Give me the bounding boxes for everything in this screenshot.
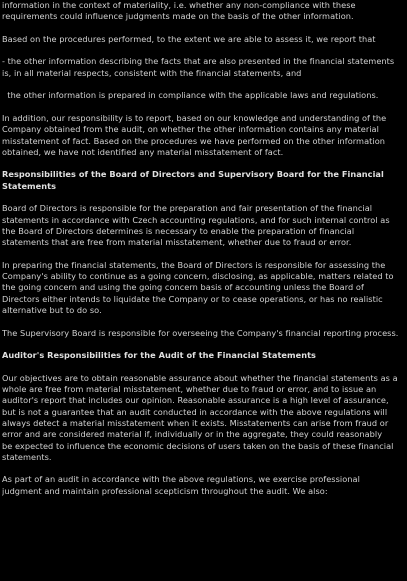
text-line: Company's ability to continue as a going concern, disclosing, as applicable, matters related to bbox=[2, 271, 394, 282]
text-line: statements in accordance with Czech accounting regulations, and for such internal control as bbox=[2, 214, 390, 225]
text-line: auditor's report that includes our opinion. Reasonable assurance is a high level of assurance, bbox=[2, 395, 389, 406]
text-line: statements. bbox=[2, 451, 52, 462]
text-line: Company obtained from the audit, on whether the other information contains any material bbox=[2, 124, 379, 135]
text-line: alternative but to do so. bbox=[2, 305, 102, 316]
text-line: always detect a material misstatement when it exists. Misstatements can arise from fraud or bbox=[2, 417, 389, 428]
text-line: - the other information describing the facts that are also presented in the financial statements bbox=[2, 56, 395, 67]
text-line: Based on the procedures performed, to the extent we are able to assess it, we report that bbox=[2, 33, 376, 44]
text-line: misstatement of fact. Based on the procedures we have performed on the other information bbox=[2, 135, 386, 146]
text-line: information in the context of materiality, i.e. whether any non-compliance with these bbox=[2, 0, 356, 10]
text-line: the going concern and using the going concern basis of accounting unless the Board of bbox=[2, 282, 364, 293]
paragraph-preparing bbox=[2, 260, 407, 316]
text-line: statements that are free from material misstatement, whether due to fraud or error. bbox=[2, 237, 352, 248]
text-line: requirements could influence judgments made on the basis of the other information. bbox=[2, 11, 354, 22]
paragraph-board bbox=[2, 203, 407, 248]
text-line: obtained, we have not identified any material misstatement of fact. bbox=[2, 146, 284, 157]
audit-report-page bbox=[2, 0, 407, 497]
text-line: The Supervisory Board is responsible for overseeing the Company's financial reporting process. bbox=[2, 327, 399, 338]
paragraph-materiality bbox=[2, 0, 407, 23]
text-line: Board of Directors is responsible for the preparation and fair presentation of the financial bbox=[2, 203, 373, 214]
text-line: As part of an audit in accordance with the above regulations, we exercise professional bbox=[2, 474, 360, 485]
bullet-compliance bbox=[2, 90, 407, 101]
text-line: In addition, our responsibility is to report, based on our knowledge and understanding of the bbox=[2, 112, 387, 123]
heading-line: Responsibilities of the Board of Directors and Supervisory Board for the Financial bbox=[2, 169, 384, 180]
section-heading-auditor bbox=[2, 350, 407, 361]
heading-line: Auditor's Responsibilities for the Audit of the Financial Statements bbox=[2, 350, 316, 361]
text-line: Our objectives are to obtain reasonable assurance about whether the financial statements as a bbox=[2, 372, 398, 383]
text-line: Directors either intends to liquidate the Company or to cease operations, or has no realistic bbox=[2, 293, 383, 304]
text-line: judgment and maintain professional scepticism throughout the audit. We also: bbox=[2, 485, 328, 496]
text-line: the other information is prepared in compliance with the applicable laws and regulations. bbox=[2, 90, 379, 101]
text-line: the Board of Directors determines is necessary to enable the preparation of financial bbox=[2, 225, 355, 236]
text-line: be expected to influence the economic decisions of users taken on the basis of these financial bbox=[2, 440, 394, 451]
paragraph-objectives bbox=[2, 373, 407, 463]
paragraph-procedures bbox=[2, 34, 407, 45]
bullet-consistency bbox=[2, 56, 407, 79]
paragraph-audit-part bbox=[2, 474, 407, 497]
text-line: is, in all material respects, consistent with the financial statements, and bbox=[2, 67, 302, 78]
text-line: error and are considered material if, individually or in the aggregate, they could reasonably bbox=[2, 429, 383, 440]
text-line: whole are free from material misstatement, whether due to fraud or error, and to issue an bbox=[2, 384, 377, 395]
section-heading-board bbox=[2, 169, 407, 192]
paragraph-supervisory bbox=[2, 328, 407, 339]
text-line: In preparing the financial statements, the Board of Directors is responsible for assessing the bbox=[2, 259, 386, 270]
paragraph-addition bbox=[2, 113, 407, 158]
heading-line: Statements bbox=[2, 180, 57, 191]
text-line: but is not a guarantee that an audit conducted in accordance with the above regulations will bbox=[2, 406, 388, 417]
